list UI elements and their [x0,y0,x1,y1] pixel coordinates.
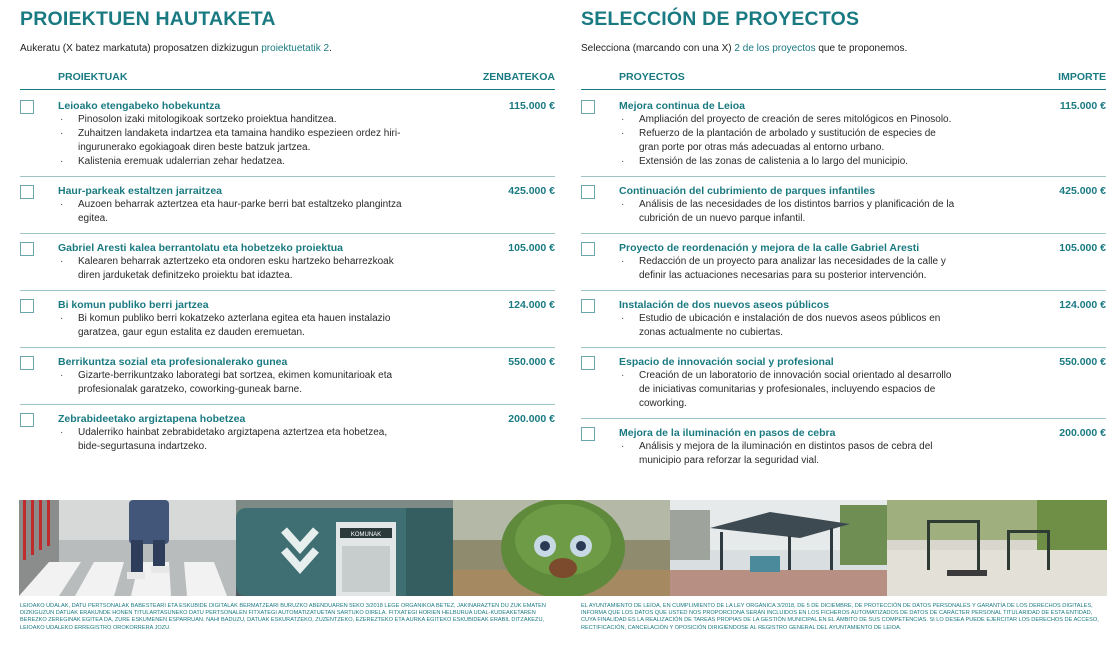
project-name: Leioako etengabeko hobekuntza [58,100,221,112]
column-header-projects: PROYECTOS [619,71,685,83]
project-name: Espacio de innovación social y profesional [619,356,834,368]
intro-pre: Selecciona (marcando con una X) [581,43,735,54]
project-checkbox[interactable] [581,185,595,199]
project-bullets [619,198,1106,226]
project-row [581,234,1106,291]
project-row [20,348,555,405]
project-bullets [619,255,1106,283]
project-bullets [58,198,555,226]
photo-strip [19,500,1107,596]
bullet-item: · Estudio de ubicación e instalación de dos nuevos aseos públicos en zonas actualmente no cubiertas. [619,312,1106,340]
project-amount: 124.000 € [1059,299,1106,311]
project-checkbox[interactable] [20,299,34,313]
project-row [581,348,1106,419]
project-amount: 200.000 € [508,413,555,425]
intro-post: . [329,43,332,54]
covered-playground-photo [670,500,887,596]
project-name: Bi komun publiko berri jartzea [58,299,209,311]
column-header-projects: PROIEKTUAK [58,71,128,83]
project-name: Continuación del cubrimiento de parques infantiles [619,185,876,197]
project-name: Gabriel Aresti kalea berrantolatu eta hobetzeko proiektua [58,242,343,254]
project-checkbox[interactable] [20,185,34,199]
crosswalk-photo [19,500,236,596]
project-checkbox[interactable] [581,356,595,370]
project-amount: 124.000 € [508,299,555,311]
intro-text-basque [20,43,332,54]
project-name: Mejora de la iluminación en pasos de cebra [619,427,836,439]
project-bullets [58,113,555,169]
bullet-item: · Extensión de las zonas de calistenia a lo largo del municipio. [619,155,1106,169]
project-row [581,177,1106,234]
project-row [20,405,555,461]
bullet-item: · Zuhaitzen landaketa indartzea eta tamaina handiko espezieen ordez hiri-ingurunerako egokiagoak diren beste batzuk jartzea. [58,127,555,155]
bullet-item: · Creación de un laboratorio de innovación social orientado al desarrollo de iniciativas comunitarias y profesionales, incluyendo espacios de coworking. [619,369,1106,411]
table-header [581,66,1106,90]
public-toilet-photo [236,500,453,596]
project-checkbox[interactable] [20,356,34,370]
calisthenics-park-photo [887,500,1107,596]
intro-highlight: 2 de los proyectos [734,43,816,54]
project-name: Berrikuntza sozial eta profesionalerako gunea [58,356,288,368]
project-amount: 115.000 € [1059,100,1106,112]
project-row [581,419,1106,475]
project-checkbox[interactable] [20,242,34,256]
project-bullets [58,255,555,283]
bullet-item: · Udalerriko hainbat zebrabidetako argiztapena aztertzea eta hobetzea, bide-segurtasuna indartzeko. [58,426,555,454]
bullet-item: · Análisis de las necesidades de los distintos barrios y planificación de la cubrición de un nuevo parque infantil. [619,198,1106,226]
bullet-item: · Refuerzo de la plantación de arbolado y sustitución de especies de gran porte por otras más adecuadas al entorno urbano. [619,127,1106,155]
project-amount: 550.000 € [508,356,555,368]
project-checkbox[interactable] [581,427,595,441]
intro-text-spanish [581,43,907,54]
project-bullets [58,312,555,340]
project-checkbox[interactable] [581,242,595,256]
bullet-item: · Auzoen beharrak aztertzea eta haur-parke berri bat estaltzeko plangintza egitea. [58,198,555,226]
project-checkbox[interactable] [581,100,595,114]
project-amount: 115.000 € [508,100,555,112]
project-checkbox[interactable] [20,100,34,114]
project-amount: 550.000 € [1059,356,1106,368]
project-name: Zebrabideetako argiztapena hobetzea [58,413,246,425]
column-header-amount: IMPORTE [1058,71,1106,83]
mythological-creature-photo [453,500,670,596]
privacy-notice-basque: LEIOAKO UDALAK, DATU PERTSONALAK BABESTEARI ETA ESKUBIDE DIGITALAK BERMATZEARI BURUZKO ABENDUAREN 5EKO 3/2018 LEGE ORGANIKOA BETEZ, JAKINARAZTEN DU ZUK EMATEN DIZKIGUZUN DATUAK ERAKUNDE HONEN TITULARTASUNEKO DATU PERTSONALEN FITXATEGI AUTOMATIZATUETAN SARTUKO DIRELA. FITXATEGI HORIEN HELBURUA UDAL-KUDEAKETAREN BEREZKO ZEREGINAK EGITEA DA, ZURE ESKUMENEN ESPARRUAN. NAHI BADUZU, DATUAK ESKURATZEKO, ZUZENTZEKO, EZEREZTEKO ETA AURKA EGITEKO ESKUBIDEAK ERABIL DITZAKEZU, LEIOAKO UDALEKO ERREGISTRO OROKORRERA JOZU. [20,603,546,631]
page-title-basque: PROIEKTUEN HAUTAKETA [20,8,276,30]
project-amount: 200.000 € [1059,427,1106,439]
intro-pre: Aukeratu (X batez markatuta) proposatzen dizkizugun [20,43,262,54]
column-header-amount: ZENBATEKOA [482,71,555,83]
project-amount: 425.000 € [1059,185,1106,197]
project-bullets [619,440,1106,468]
project-row [20,234,555,291]
project-name: Instalación de dos nuevos aseos públicos [619,299,830,311]
table-header [20,66,555,90]
project-row [581,291,1106,348]
svg-text:KOMUNAK: KOMUNAK [350,532,382,538]
bullet-item: · Pinosolon izaki mitologikoak sortzeko proiektua handitzea. [58,113,555,127]
project-bullets [619,113,1106,169]
bullet-item: · Kalistenia eremuak udalerrian zehar hedatzea. [58,155,555,169]
project-row [20,92,555,177]
project-name: Mejora continua de Leioa [619,100,746,112]
project-bullets [58,369,555,397]
privacy-notice-spanish: EL AYUNTAMIENTO DE LEIOA, EN CUMPLIMIENTO DE LA LEY ORGÁNICA 3/2018, DE 5 DE DICIEMBRE, DE PROTECCIÓN DE DATOS PERSONALES Y GARANTÍA DE LOS DERECHOS DIGITALES, INFORMA QUE LOS DATOS QUE USTED NOS PROPORCIONA SERÁN INCLUIDOS EN LOS FICHEROS AUTOMATIZADOS DE DATOS DE CARÁCTER PERSONAL TITULARIDAD DE ESTA ENTIDAD, CUYA FINALIDAD ES LA REALIZACIÓN DE TAREAS PROPIAS DE LA GESTIÓN MUNICIPAL EN EL ÁMBITO DE SUS COMPETENCIAS. SI LO DESEA PUEDE EJERCITAR LOS DERECHOS DE ACCESO, RECTIFICACIÓN, CANCELACIÓN Y OPOSICIÓN DIRIGIÉNDOSE AL REGISTRO GENERAL DEL AYUNTAMIENTO DE LEIOA. [581,603,1099,631]
bullet-item: · Ampliación del proyecto de creación de seres mitológicos en Pinosolo. [619,113,1106,127]
intro-highlight: proiektuetatik 2 [261,43,330,54]
project-amount: 425.000 € [508,185,555,197]
project-row [20,291,555,348]
project-name: Proyecto de reordenación y mejora de la calle Gabriel Aresti [619,242,920,254]
project-bullets [619,312,1106,340]
project-checkbox[interactable] [20,413,34,427]
bullet-item: · Análisis y mejora de la iluminación en distintos pasos de cebra del municipio para reforzar la seguridad vial. [619,440,1106,468]
project-name: Haur-parkeak estaltzen jarraitzea [58,185,222,197]
bullet-item: · Kalearen beharrak aztertzeko eta ondoren esku hartzeko beharrezkoak diren jarduketak definitzeko proiektu bat idaztea. [58,255,555,283]
project-row [581,92,1106,177]
page-title-spanish: SELECCIÓN DE PROYECTOS [581,8,860,30]
project-amount: 105.000 € [508,242,555,254]
project-list [581,92,1106,475]
project-checkbox[interactable] [581,299,595,313]
bullet-item: · Gizarte-berrikuntzako laborategi bat sortzea, ekimen komunitarioak eta profesionalak garatzeko, coworking-guneak barne. [58,369,555,397]
project-bullets [58,426,555,454]
project-list [20,92,555,461]
bullet-item: · Redacción de un proyecto para analizar las necesidades de la calle y definir las actuaciones necesarias para su posterior intervención. [619,255,1106,283]
project-row [20,177,555,234]
project-amount: 105.000 € [1059,242,1106,254]
bullet-item: · Bi komun publiko berri kokatzeko azterlana egitea eta hauen instalazio garatzea, gaur egun estalita ez dauden eremuetan. [58,312,555,340]
intro-post: que te proponemos. [815,43,908,54]
project-bullets [619,369,1106,411]
